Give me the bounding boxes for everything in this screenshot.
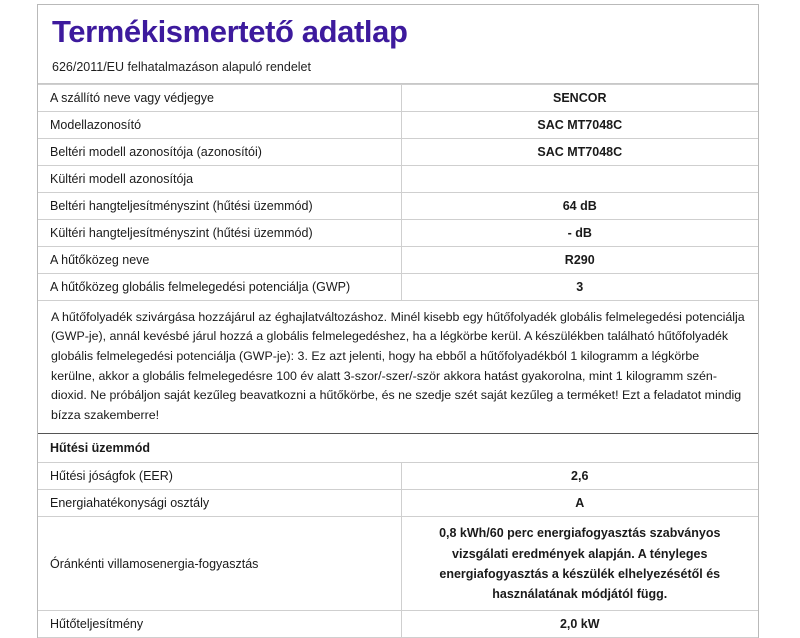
table-row <box>38 84 758 111</box>
spec-label: Beltéri hangteljesítményszint (hűtési üzemmód) <box>38 192 401 219</box>
table-row <box>38 273 758 300</box>
spec-label: Beltéri modell azonosítója (azonosítói) <box>38 138 401 165</box>
document-header <box>38 5 758 84</box>
specification-table <box>38 84 758 638</box>
document-subtitle: 626/2011/EU felhatalmazáson alapuló rendelet <box>52 59 311 74</box>
spec-value: SAC MT7048C <box>401 138 758 165</box>
spec-label: Modellazonosító <box>38 111 401 138</box>
refrigerant-notice-text: A hűtőfolyadék szivárgása hozzájárul az éghajlatváltozáshoz. Minél kisebb egy hűtőfolyadék globális felmelegedési potenciálja (GWP-je), annál kevésbé járul hozzá a globális felmelegedéshez, ha a légkörbe kerül. A készülékben található hűtőfolyadék globális felmelegedési potenciálja (GWP-je): 3. Ez azt jelenti, hogy ha ebből a hűtőfolyadékból 1 kilogramm a légkörbe kerülne, akkor a globális felmelegedésre 100 év alatt 3-szor/-szer/-ször akkora hatást gyakorolna, mint 1 kilogramm szén-dioxid. Ne próbáljon saját kezűleg beavatkozni a hűtőkörbe, és ne szedje szét saját kezűleg a terméket! Ezt a feladatot mindig bízza szakemberre! <box>38 300 758 434</box>
table-row-section-heading <box>38 434 758 463</box>
table-row <box>38 246 758 273</box>
specification-table-body <box>38 84 758 638</box>
spec-value: SENCOR <box>401 84 758 111</box>
spec-label: Kültéri modell azonosítója <box>38 165 401 192</box>
page-title: Termékismertető adatlap <box>52 14 408 49</box>
spec-value: 0,8 kWh/60 perc energiafogyasztás szabványos vizsgálati eredmények alapján. A tényleges energiafogyasztás a készülék elhelyezésétől és használatának módjától függ. <box>401 517 758 611</box>
spec-value: 2,0 kW <box>401 611 758 638</box>
spec-value: SAC MT7048C <box>401 111 758 138</box>
spec-label: Óránkénti villamosenergia-fogyasztás <box>38 517 401 611</box>
spec-value: 64 dB <box>401 192 758 219</box>
table-row <box>38 490 758 517</box>
spec-label: A hűtőközeg globális felmelegedési potenciálja (GWP) <box>38 273 401 300</box>
table-row <box>38 517 758 611</box>
spec-label: Hűtőteljesítmény <box>38 611 401 638</box>
section-heading-label: Hűtési üzemmód <box>38 434 758 463</box>
spec-value: - dB <box>401 219 758 246</box>
table-row <box>38 463 758 490</box>
table-row <box>38 111 758 138</box>
table-row <box>38 165 758 192</box>
spec-label: A szállító neve vagy védjegye <box>38 84 401 111</box>
product-fiche-document <box>37 4 759 638</box>
spec-label: A hűtőközeg neve <box>38 246 401 273</box>
table-row <box>38 219 758 246</box>
spec-value: A <box>401 490 758 517</box>
spec-label: Energiahatékonysági osztály <box>38 490 401 517</box>
spec-value: 2,6 <box>401 463 758 490</box>
spec-label: Hűtési jóságfok (EER) <box>38 463 401 490</box>
spec-value: R290 <box>401 246 758 273</box>
spec-label: Kültéri hangteljesítményszint (hűtési üzemmód) <box>38 219 401 246</box>
table-row-notice <box>38 300 758 434</box>
spec-value <box>401 165 758 192</box>
table-row <box>38 192 758 219</box>
spec-value: 3 <box>401 273 758 300</box>
table-row <box>38 611 758 638</box>
table-row <box>38 138 758 165</box>
